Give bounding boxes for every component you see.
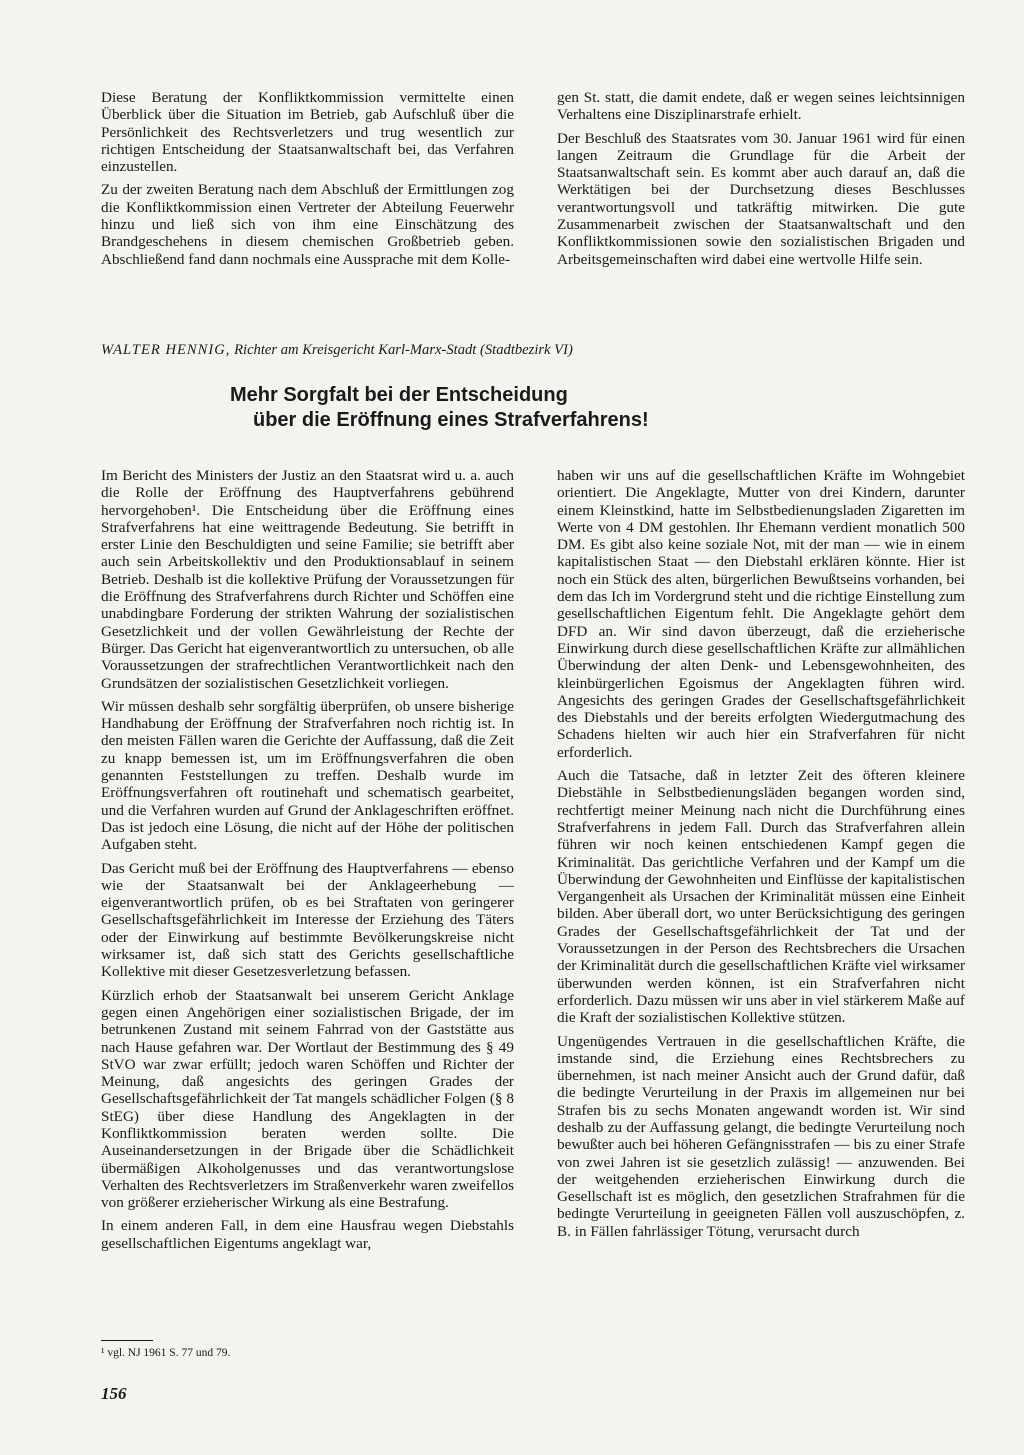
- paragraph: gen St. statt, die damit endete, daß er wegen seines leichtsinnigen Verhaltens eine Disziplinarstrafe erhielt.: [557, 89, 965, 124]
- paragraph: Diese Beratung der Konfliktkommission vermittelte einen Überblick über die Situation im Betrieb, gab Aufschluß über die Persönlichkeit des Rechtsverletzers und trug wesentlich zur richtigen Entscheidung der Staatsanwaltschaft bei, das Verfahren einzustellen.: [101, 89, 514, 176]
- article-title: [230, 383, 830, 433]
- article-right-column: [557, 467, 965, 1246]
- footnote: ¹ vgl. NJ 1961 S. 77 und 79.: [101, 1347, 231, 1359]
- top-left-column: [101, 89, 514, 274]
- title-line: über die Eröffnung eines Strafverfahrens!: [253, 409, 649, 431]
- author-name: WALTER HENNIG,: [101, 342, 231, 358]
- paragraph: Ungenügendes Vertrauen in die gesellschaftlichen Kräfte, die imstande sind, die Erziehung eines Rechtsbrechers zu übernehmen, ist nach meiner Ansicht auch der Grund dafür, daß die bedingte Verurteilung in der Praxis im allgemeinen nur bei Strafen bis zu sechs Monaten angewandt worden ist. Wir sind deshalb zu der Auffassung gelangt, die bedingte Verurteilung noch bewußter auch bei höheren Gefängnisstrafen — bis zu einer Strafe von zwei Jahren ist sie gesetzlich zulässig! — anzuwenden. Bei der weitgehenden erzieherischen Einwirkung durch die Gesellschaft ist es möglich, den gesetzlichen Strafrahmen für die bedingte Verurteilung in geeigneten Fällen voll auszuschöpfen, z. B. in Fällen fahrlässiger Tötung, verursacht durch: [557, 1032, 965, 1240]
- paragraph: Zu der zweiten Beratung nach dem Abschluß der Ermittlungen zog die Konfliktkommission einen Vertreter der Abteilung Feuerwehr hinzu und ließ sich von ihm eine Einschätzung des Brandgeschehens in diesem chemischen Großbetrieb geben. Abschließend fand dann nochmals eine Aussprache mit dem Kolle-: [101, 181, 514, 268]
- paragraph: Im Bericht des Ministers der Justiz an den Staatsrat wird u. a. auch die Rolle der Eröffnung des Hauptverfahrens gebührend hervorgehoben¹. Die Entscheidung über die Eröffnung eines Strafverfahrens hat eine weittragende Bedeutung. Sie betrifft in erster Linie den Beschuldigten und seine Familie; sie betrifft aber auch sein Arbeitskollektiv und den Produktionsablauf in seinem Betrieb. Deshalb ist die kollektive Prüfung der Voraussetzungen für die Eröffnung des Strafverfahrens durch Richter und Schöffen eine unabdingbare Forderung der strikten Wahrung der sozialistischen Gesetzlichkeit und der vollen Gewährleistung der Rechte der Bürger. Das Gericht hat eigenverantwortlich zu untersuchen, ob alle Voraussetzungen der strafrechtlichen Verantwortlichkeit nach den Grundsätzen der sozialistischen Gesetzlichkeit vorliegen.: [101, 467, 515, 692]
- paragraph: Wir müssen deshalb sehr sorgfältig überprüfen, ob unsere bisherige Handhabung der Eröffnung der Strafverfahren noch richtig ist. In den meisten Fällen waren die Gerichte der Auffassung, daß die Zeit zu knapp bemessen ist, um im Eröffnungsverfahren die oben genannten Feststellungen zu treffen. Deshalb wurde im Eröffnungsverfahren oft routinehaft und schematisch gearbeitet, und die Verfahren wurden auf Grund der Anklageschriften eröffnet. Das ist jedoch eine Lösung, die nicht auf der Höhe der politischen Aufgaben steht.: [101, 697, 514, 854]
- title-line: Mehr Sorgfalt bei der Entscheidung: [230, 384, 568, 406]
- paragraph: Das Gericht muß bei der Eröffnung des Hauptverfahrens — ebenso wie der Staatsanwalt bei der Anklageerhebung — eigenverantwortlich prüfen, ob es bei Straftaten von geringerer Gesellschaftsgefährlichkeit im Interesse der Erziehung des Täters oder der Einwirkung auf bestimmte Bevölkerungskreise nicht wirksamer ist, daß sich statt des Gerichts gesellschaftliche Kollektive mit dieser Gesetzesverletzung befassen.: [101, 859, 514, 981]
- paragraph: Der Beschluß des Staatsrates vom 30. Januar 1961 wird für einen langen Zeitraum die Grundlage für die Arbeit der Staatsanwaltschaft sein. Es kommt aber auch darauf an, daß die Werktätigen bei der Durchsetzung dieses Beschlusses verantwortungsvoll und tatkräftig mitwirken. Die gute Zusammenarbeit zwischen der Staatsanwaltschaft und den Konfliktkommissionen sowie den sozialistischen Brigaden und Arbeitsgemeinschaften wird dabei eine wertvolle Hilfe sein.: [557, 129, 965, 268]
- author-byline: [101, 342, 965, 359]
- paragraph: Kürzlich erhob der Staatsanwalt bei unserem Gericht Anklage gegen einen Angehörigen einer sozialistischen Brigade, der im betrunkenen Zustand mit seinem Fahrrad von der Gaststätte aus nach Hause gefahren war. Der Wortlaut der Bestimmung des § 49 StVO war zwar erfüllt; jedoch waren Schöffen und Richter der Meinung, daß angesichts des geringen Grades der Gesellschaftsgefährlichkeit der Tat mangels schädlicher Folgen (§ 8 StEG) über diese Handlung des Angeklagten in der Konfliktkommission beraten werden sollte. Die Auseinandersetzungen in der Brigade über die Schädlichkeit übermäßigen Alkoholgenusses und das verantwortungslose Verhalten des Rechtsverletzers im Straßenverkehr waren zweifellos von größerer erzieherischer Wirkung als eine Bestrafung.: [101, 986, 514, 1212]
- paragraph: In einem anderen Fall, in dem eine Hausfrau wegen Diebstahls gesellschaftlichen Eigentums angeklagt war,: [101, 1217, 514, 1252]
- paragraph: haben wir uns auf die gesellschaftlichen Kräfte im Wohngebiet orientiert. Die Angeklagte, Mutter von drei Kindern, darunter einem Kleinstkind, hatte im Selbstbedienungsladen Zigaretten im Werte von 4 DM gestohlen. Ihr Ehemann verdient monatlich 500 DM. Es gibt also keine soziale Not, mit der man — wie in einem kapitalistischen Staat — den Diebstahl erklären könnte. Hier ist noch ein Stück des alten, bürgerlichen Bewußtseins vorhanden, bei dem das Ich im Vordergrund steht und die richtige Einstellung zum gesellschaftlichen Eigentum fehlt. Die Angeklagte gehört dem DFD an. Wir sind davon überzeugt, daß die erzieherische Einwirkung durch diese gesellschaftlichen Kräfte zur allmählichen Überwindung der alten Denk- und Lebensgewohnheiten, des kleinbürgerlichen Egoismus der Angeklagten führen wird. Angesichts des geringen Grades der Gesellschaftsgefährlichkeit des Diebstahls und der bereits erfolgten Wiedergutmachung des Schadens hielten wir auch hier ein Strafverfahren für nicht erforderlich.: [557, 467, 965, 761]
- article-left-column: [101, 467, 514, 1258]
- footnote-divider: [101, 1340, 153, 1341]
- top-right-column: [557, 89, 965, 274]
- author-role: Richter am Kreisgericht Karl-Marx-Stadt (Stadtbezirk VI): [234, 342, 573, 358]
- page-number: 156: [101, 1384, 127, 1403]
- paragraph: Auch die Tatsache, daß in letzter Zeit des öfteren kleinere Diebstähle in Selbstbedienungsläden begangen worden sind, rechtfertigt meiner Meinung nach nicht die Durchführung eines Strafverfahrens in jedem Fall. Durch das Strafverfahren allein führen wir noch keinen entschiedenen Kampf gegen die Kriminalität. Das gerichtliche Verfahren und der Kampf um die Überwindung der Gewohnheiten und Einflüsse der kapitalistischen Vergangenheit als Ursachen der Kriminalität müssen eine Einheit bilden. Aber überall dort, wo unter Berücksichtigung des geringen Grades der Gesellschaftsgefährlichkeit der Tat und der Voraussetzungen in der Person des Rechtsbrechers die Ursachen der Kriminalität durch die gesellschaftlichen Kräfte viel wirksamer überwunden werden können, ist ein Strafverfahren nicht erforderlich. Dazu müssen wir uns aber in viel stärkerem Maße auf die Kraft der sozialistischen Kollektive stützen.: [557, 767, 965, 1027]
